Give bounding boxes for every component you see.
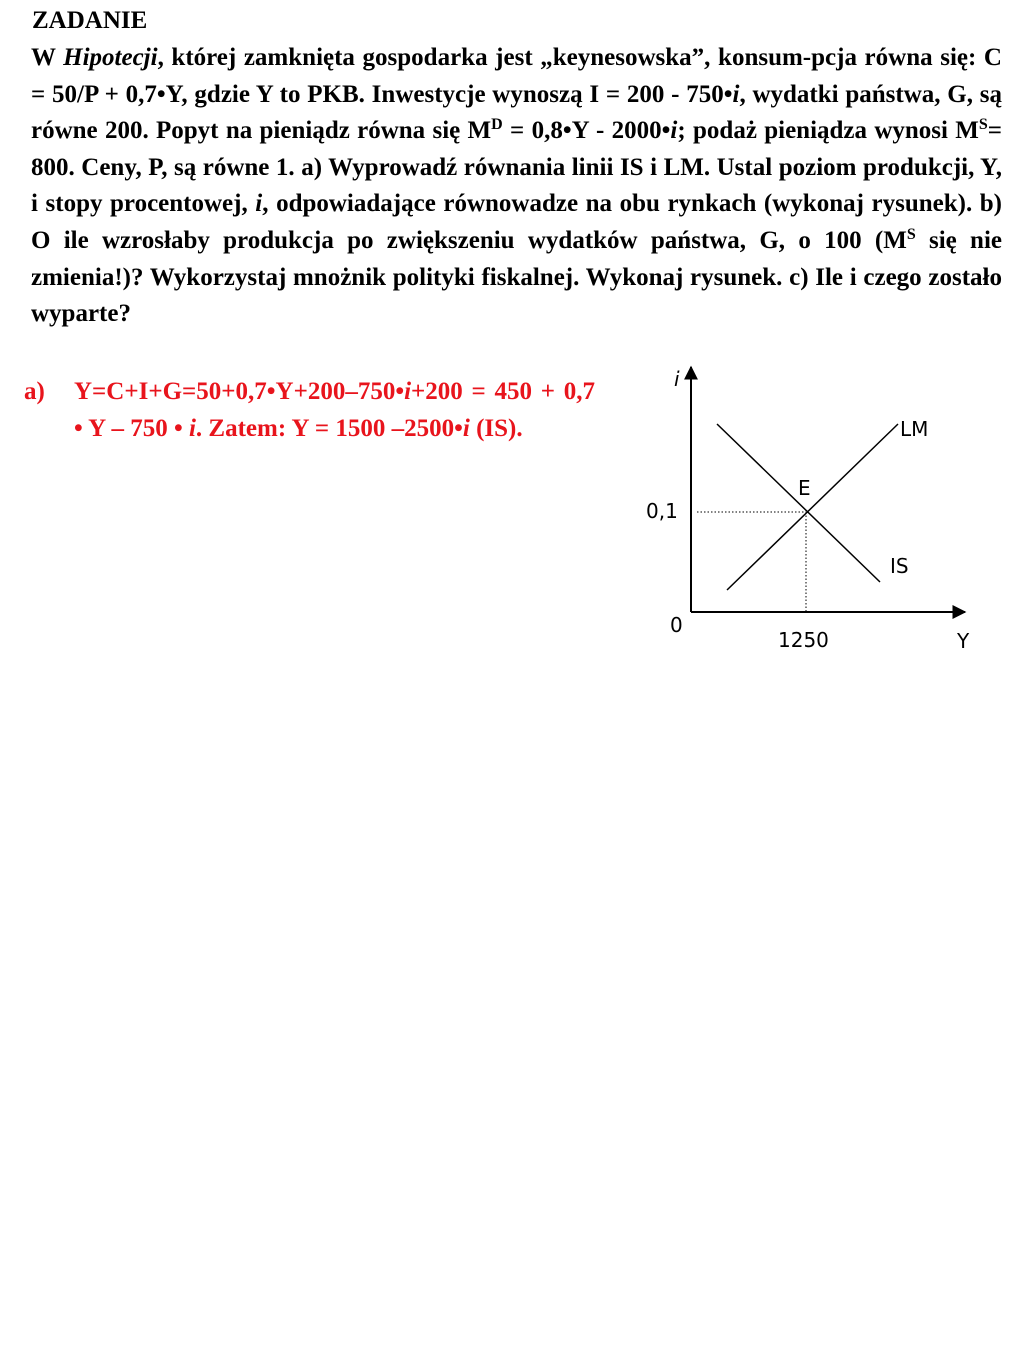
superscript-s: S [978, 116, 988, 134]
interest-symbol: i [404, 378, 412, 405]
interest-symbol: i [188, 414, 196, 442]
task-title: ZADANIE [32, 7, 148, 34]
equilibrium-output-label: 1250 [778, 628, 829, 652]
problem-text-8: się nie zmienia!)? Wykorzystaj mnożnik polityki fiskalnej. Wykonaj rysunek. c) Ile i czego zostało wyparte? [31, 226, 1003, 328]
superscript-s: S [906, 226, 916, 244]
origin-label: 0 [670, 613, 683, 637]
answer-text-1: Y=C+I+G=50+0,7•Y+200–750• [74, 378, 405, 405]
superscript-d: D [491, 116, 503, 134]
country-name: Hipotecji [63, 44, 158, 71]
interest-symbol: i [670, 117, 678, 145]
lm-curve [727, 424, 898, 590]
answer-equation [74, 374, 595, 447]
is-lm-graph [620, 355, 1000, 665]
problem-text-2: , której zamknięta gospodarka jest „keynesowska”, konsum-pcja równa się: C = 50/P + 0,7•Y, gdzie Y to PKB. Inwestycje wynoszą I = 200 - 750• [31, 44, 1002, 108]
answer-text-4: (IS). [469, 414, 523, 442]
y-axis-label: i [674, 367, 680, 391]
interest-symbol: i [732, 80, 740, 108]
problem-text-3: , wydatki państwa, G, są równe 200. Popyt na pieniądz równa się M [31, 80, 1002, 145]
problem-text-4: = 0,8•Y - 2000• [502, 117, 671, 145]
answer-text-3: . Zatem: Y = 1500 –2500• [195, 414, 463, 442]
problem-statement [31, 40, 1002, 333]
interest-symbol: i [255, 190, 263, 218]
problem-text-7: , odpowiadające równowadze na obu rynkach (wykonaj rysunek). b) O ile wzrosłaby produkcja po zwiększeniu wydatków państwa, G, o 100 (M [31, 190, 1002, 254]
answer-label: a) [24, 378, 45, 405]
x-axis-label: Y [957, 629, 970, 653]
lm-label: LM [900, 417, 929, 441]
is-label: IS [890, 554, 909, 578]
problem-text-1: W [31, 44, 64, 71]
problem-text-6: = 800. Ceny, P, są równe 1. a) Wyprowadź równania linii IS i LM. Ustal poziom produkcji, Y, i stopy procentowej, [31, 117, 1003, 218]
answer-text-2: +200 = 450 + 0,7 • Y – 750 • [74, 378, 595, 442]
equilibrium-label: E [798, 476, 811, 500]
interest-symbol: i [462, 414, 470, 442]
problem-text-5: ; podaż pieniądza wynosi M [677, 117, 979, 145]
equilibrium-rate-label: 0,1 [646, 499, 678, 523]
is-curve [717, 424, 880, 582]
